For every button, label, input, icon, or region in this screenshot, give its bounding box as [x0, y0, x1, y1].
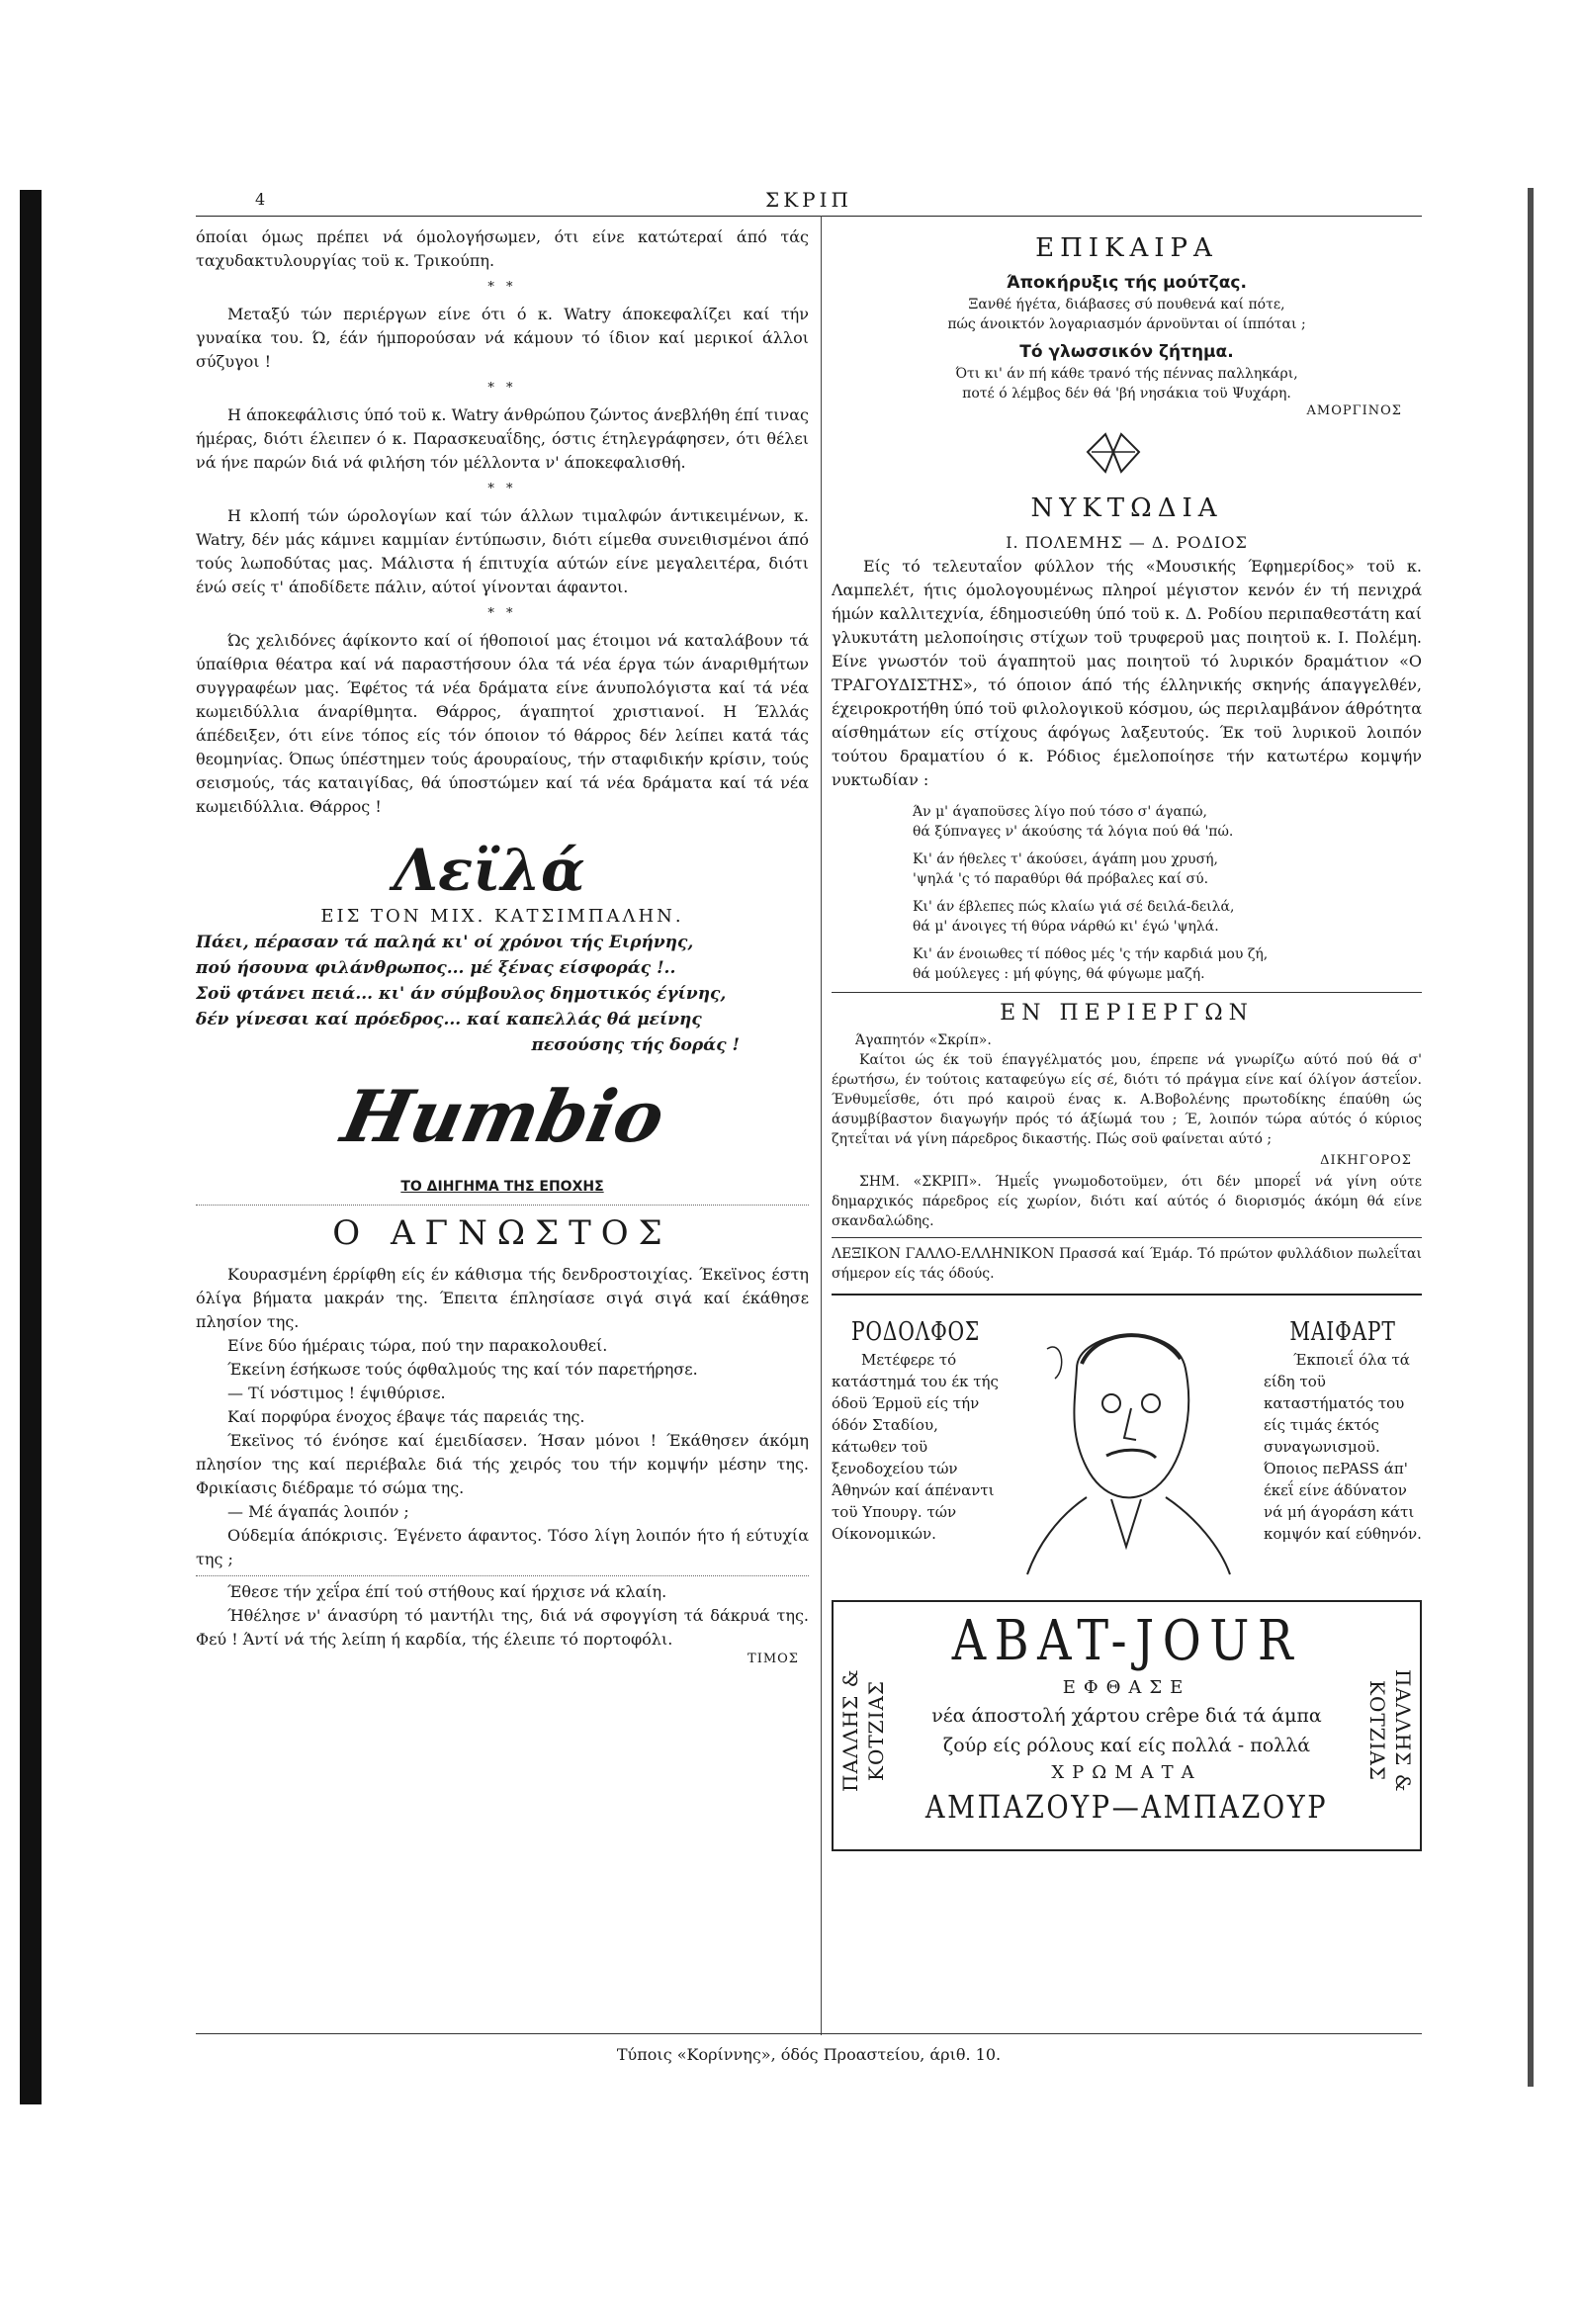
poem-line: πεσούσης τής δοράς !: [531, 1035, 740, 1055]
ad-right: [1264, 1315, 1422, 1545]
separator: * *: [487, 606, 517, 621]
verse-line: πώς άνοικτόν λογαριασμόν άρνοϋνται οί ίππόται ;: [947, 316, 1306, 332]
song-lyrics: [913, 802, 1422, 984]
story-title: Ο ΑΓΝΩΣΤΟΣ: [332, 1213, 672, 1253]
notice: ΛΕΞΙΚΟΝ ΓΑΛΛΟ-ΕΛΛΗΝΙΚΟΝ Πρασσά καί Έμάρ. Τό πρώτον φυλλάδιον πωλεΐται σήμερον είς τάς όδούς.: [832, 1246, 1422, 1282]
poem-line: Πάει, πέρασαν τά παληά κι' οί χρόνοι τής Ειρήνης,: [196, 933, 694, 952]
ad-title: ΜΑΙΦΑΡΤ: [1289, 1317, 1396, 1347]
lyric-line: Κι' άν ένοιωθες τί πόθος μές 'ς τήν καρδιά μου ζή,: [913, 946, 1269, 962]
paragraph: Μεταξύ τών περιέργων είνε ότι ό κ. Watry άποκεφαλίζει καί τήν γυναίκα του. Ώ, έάν ήμπορούσαν νά κάμουν τό ίδιον καί μερικοί άλλοι σύζυγοι !: [196, 305, 809, 371]
ad-center: [873, 1608, 1380, 1828]
ad-subheadline: ΕΦΘΑΣΕ: [1062, 1677, 1191, 1698]
ad-line: νέα άποστολή χάρτου crêpe διά τά άμπα: [931, 1705, 1322, 1727]
ad-title: ΡΟΔΟΛΦΟΣ: [850, 1317, 981, 1347]
ad-line: ζούρ είς ρόλους καί είς πολλά - πολλά: [942, 1735, 1311, 1756]
column-rule: [821, 216, 822, 2035]
stanza: [913, 802, 1422, 842]
letter-salutation: Άγαπητόν «Σκρίπ».: [855, 1032, 992, 1048]
story-paragraph: Έθεσε τήν χεΐρα έπί τού στήθους καί ήρχισε νά κλαίη.: [227, 1582, 667, 1601]
story-paragraph: — Τί νόστιμος ! έψιθύρισε.: [227, 1384, 446, 1402]
separator: * *: [487, 381, 517, 396]
signature: ΑΜΟΡΓΙΝΟΣ: [1306, 403, 1402, 418]
story-signature: ΤΙΜΟΣ: [747, 1652, 799, 1666]
paragraph: Ώς χελιδόνες άφίκοντο καί οί ήθοποιοί μας έτοιμοι νά καταλάβουν τά ύπαίθρια θέατρα καί νά παραστήσουν όλα τά νέα έργα τών άναριθμήτων συγγραφέων μας. Έφέτος τά νέα δράματα είνε άνυπολόγιστα καί τά νέα κωμειδύλλια άναρίθμητα. Θάρρος, άγαπητοί χριστιανοί. Η Έλλάς άπέδειξεν, ότι είνε τόπος είς τόν όποιον τό θάρρος δέν λείπει κατά τάς θεομηνίας. Όπως ύπέστημεν τούς άρουραίους, τήν σταφιδικήν κρίσιν, τούς σεισμούς, τάς καταιγίδας, θά ύποστώμεν καί τά νέα δράματα καί τά νέα κωμειδύλλια. Θάρρος !: [196, 631, 809, 816]
masthead: ΣΚΡΙΠ: [765, 188, 852, 212]
separator: * *: [487, 482, 517, 496]
story-paragraph: Έκείνη έσήκωσε τούς όφθαλμούς της καί τόν παρετήρησε.: [227, 1360, 698, 1379]
page-number: 4: [255, 190, 266, 209]
lyric-line: θά μούλεγες : μή φύγης, θά φύγωμε μαζή.: [913, 966, 1205, 982]
ad-side-text: ΠΑΛΛΗΣ & ΚΟΤΖΙΑΣ: [1365, 1668, 1415, 1793]
header-rule: [196, 216, 1422, 217]
paragraph: Η κλοπή τών ώρολογίων καί τών άλλων τιμαλφών άντικειμένων, κ. Watry, δέν μάς κάμνει καμμίαν έντύπωσιν, διότι είμεθα συνειθισμένοι άπό τούς λωποδύτας μας. Μάλιστα ή έπιτυχία αύτών είνε μεγαλειτέρα, διότι ένώ σείς τ' άποδίδετε πάλιν, αύτοί γίνονται άφαντοι.: [196, 506, 809, 596]
section-title-en-periergon: ΕΝ ΠΕΡΙΕΡΓΩΝ: [1000, 1001, 1254, 1026]
lyric-line: Άν μ' άγαποϋσες λίγο πού τόσο σ' άγαπώ,: [913, 804, 1207, 820]
verse-line: ποτέ ό λέμβος δέν θά 'βή νησάκια τοϋ Ψυχάρη.: [962, 386, 1291, 402]
story-paragraph: Κουρασμένη έρρίφθη είς έν κάθισμα τής δενδροστοιχίας. Έκεϊνος έστη όλίγα βήματα μακράν της. Έπειτα έπλησίασε σιγά σιγά καί έκάθησε πλησίον της.: [196, 1265, 809, 1331]
poem-line: πού ήσουνα φιλάνθρωπος... μέ ξένας είσφοράς !..: [196, 958, 676, 978]
advertisement-abat-jour: [832, 1600, 1422, 1851]
section-title-epikaira: ΕΠΙΚΑΙΡΑ: [1035, 233, 1218, 263]
stanza: [913, 849, 1422, 889]
subheading: Άποκήρυξις τής μούτζας.: [1007, 273, 1247, 293]
verse-line: Ότι κι' άν πή κάθε τρανό τής πέννας παλληκάρι,: [955, 366, 1298, 382]
ad-headline: ABAT-JOUR: [951, 1609, 1302, 1673]
left-column: [196, 225, 809, 2035]
stanza: [913, 944, 1422, 984]
right-column: [832, 225, 1422, 2035]
authors: Ι. ΠΟΛΕΜΗΣ — Δ. ΡΟΔΙΟΣ: [1006, 533, 1248, 552]
dedication: ΕΙΣ ΤΟΝ ΜΙΧ. ΚΑΤΣΙΜΠΑΛΗΝ.: [320, 906, 684, 927]
story-paragraph: Ήθέλησε ν' άνασύρη τό μαντήλι της, διά νά σφογγίση τά δάκρυά της. Φεύ ! Άντί νά τής λείπη ή καρδία, τής έλειπε τό πορτοφόλι.: [196, 1606, 809, 1649]
ad-left: [832, 1315, 1000, 1545]
ad-text: Έκποιεΐ όλα τά είδη τοϋ καταστήματός του είς τιμάς έκτός συναγωνισμοϋ. Όποιος πεPASS άπ' έκεΐ είνε άδύνατον νά μή άγοράση κάτι κομψόν καί εύθηνόν.: [1264, 1351, 1422, 1543]
scan-edge: [20, 190, 42, 2104]
newspaper-page: [196, 186, 1422, 2104]
paragraph: Η άποκεφάλισις ύπό τοϋ κ. Watry άνθρώπου ζώντος άνεβλήθη έπί τινας ήμέρας, διότι έλειπεν ό κ. Παρασκευαΐδης, όστις έτηλεγράφησεν, ότι θέλει νά ήνε παρών διά νά φιλήση τόν μέλλοντα ν' άποκεφαλισθή.: [196, 405, 809, 472]
verse-line: Ξανθέ ήγέτα, διάβασες σύ πουθενά καί πότε,: [968, 297, 1285, 313]
lyric-line: 'ψηλά 'ς τό παραθύρι θά πρόβαλες καί σύ.: [913, 871, 1209, 887]
divider: [196, 1575, 809, 1576]
story-paragraph: Είνε δύο ήμέραις τώρα, πού την παρακολουθεί.: [227, 1336, 608, 1355]
lyric-line: θά ξύπναγες ν' άκούσης τά λόγια πού θά 'πώ.: [913, 824, 1234, 840]
divider: [832, 992, 1422, 993]
signature-leila: Λεϊλά: [394, 837, 585, 904]
paragraph: Είς τό τελευταΐον φύλλον τής «Μουσικής Έφημερίδος» τοϋ κ. Λαμπελέτ, ήτις όμολογουμένως πληροί μέγιστον κενόν έν τή πενιχρά ήμών καλλιτεχνία, έδημοσιεύθη ύπό τοϋ κ. Δ. Ροδίου περιπαθεστάτη καί γλυκυτάτη μελοποίησις στίχων τοϋ τρυφεροϋ μας ποιητοϋ κ. Ι. Πολέμη. Είνε γνωστόν τοϋ άγαπητοϋ μας ποιητοϋ τό λυρικόν δραμάτιον «Ο ΤΡΑΓΟΥΔΙΣΤΗΣ», τό όποιον άπό τής έλληνικής σκηνής άπαγγελθέν, έχειροκροτήθη ύπό τοϋ φιλολογικοϋ κόσμου, ώς περιλαμβάνον άθρότητα αίσθημάτων είς στίχους άφόγως λαξευτούς. Έκ τοϋ λυρικοϋ λοιπόν τούτου δραματίου ό κ. Ρόδιος έμελοποίησε τήν κατωτέρω κομψήν νυκτωδίαν :: [832, 557, 1422, 789]
signature-humbio: Humbio: [335, 1074, 672, 1158]
story-paragraph: — Μέ άγαπάς λοιπόν ;: [227, 1502, 409, 1521]
letter-body: Καίτοι ώς έκ τοϋ έπαγγέλματός μου, έπρεπε νά γνωρίζω αύτό πού θά σ' έρωτήσω, έν τούτοις καταφεύγω είς σέ, διότι τό πράγμα είνε καί όλίγον άστεΐον. Ένθυμεΐσθε, ότι πρό καιροϋ ένας κ. Α.Βοβολένης πρωτοδίκης έπαύθη ώς άσυμβίβαστον διαγωγήν πρός τό άξίωμά του ; Έ, λοιπόν τώρα αύτός ό κύριος ζητεΐται νά γίνη πάρεδρος δικαστής. Πώς σοϋ φαίνεται αύτό ;: [832, 1052, 1422, 1147]
ad-text: Μετέφερε τό κατάστημά του έκ τής όδοϋ Έρμοϋ είς τήν όδόν Σταδίου, κάτωθεν τοϋ ξενοδοχείου τών Άθηνών καί άπέναντι τοϋ Υπουργ. τών Οίκονομικών.: [832, 1351, 999, 1543]
satirical-poem: [196, 930, 809, 1058]
divider: [832, 1237, 1422, 1238]
ad-side-text: ΠΑΛΛΗΣ & ΚΟΤΖΙΑΣ: [838, 1668, 888, 1793]
lyric-line: Κι' άν έβλεπες πώς κλαίω γιά σέ δειλά-δειλά,: [913, 899, 1235, 915]
caricature-portrait-icon: [1008, 1309, 1245, 1576]
story-paragraph: Έκεϊνος τό ένόησε καί έμειδίασεν. Ήσαν μόνοι ! Έκάθησεν άκόμη πλησίον της καί περιέβαλε διά τής χειρός του τήν κομψήν μέσην της. Φρικίασις διέδραμε τό σώμα της.: [196, 1431, 809, 1497]
editor-note: ΣΗΜ. «ΣΚΡΙΠ». Ήμεΐς γνωμοδοτοϋμεν, ότι δέν μπορεΐ νά γίνη ούτε δημαρχικός πάρεδρος είς χωρίον, διότι καί αύτός ό διορισμός άκόμη θά είνε σκανδαλώδης.: [832, 1174, 1422, 1229]
divider: [196, 1205, 809, 1206]
imprint: Τύποις «Κορίννης», όδός Προαστείου, άριθ. 10.: [616, 2045, 1002, 2064]
paragraph: όποίαι όμως πρέπει νά όμολογήσωμεν, ότι είνε κατώτεραί άπό τάς ταχυδακτυλουργίας τοϋ κ. Τρικούπη.: [196, 227, 809, 270]
subheading: Τό γλωσσικόν ζήτημα.: [1019, 342, 1234, 362]
ad-headline: ΑΜΠΑΖΟΥΡ—ΑΜΠΑΖΟΥΡ: [924, 1788, 1329, 1826]
signature: ΔΙΚΗΓΟΡΟΣ: [1320, 1153, 1412, 1168]
poem-line: Σοϋ φτάνει πειά... κι' άν σύμβουλος δημοτικός έγίνης,: [196, 984, 727, 1004]
story-paragraph: Καί πορφύρα ένοχος έβαψε τάς παρειάς της.: [227, 1407, 585, 1426]
advertisement-rodolfos-maifart: [832, 1294, 1422, 1592]
page-header: [196, 186, 1422, 216]
lyric-line: Κι' άν ήθελες τ' άκούσει, άγάπη μου χρυσή,: [913, 851, 1218, 867]
footer-rule: [196, 2033, 1422, 2034]
poem-line: δέν γίνεσαι καί πρόεδρος... καί καπελλάς θά μείνης: [196, 1010, 702, 1029]
verse: [832, 364, 1422, 403]
verse: [832, 295, 1422, 334]
section-tag: ΤΟ ΔΙΗΓΗΜΑ ΤΗΣ ΕΠΟΧΗΣ: [400, 1179, 604, 1195]
stanza: [913, 897, 1422, 937]
scan-edge-right: [1528, 188, 1534, 2087]
ad-subheadline: ΧΡΩΜΑΤΑ: [1051, 1762, 1202, 1783]
separator: * *: [487, 280, 517, 295]
ornament-icon: [1084, 428, 1143, 478]
section-title-nyktodia: ΝΥΚΤΩΔΙΑ: [1030, 493, 1223, 523]
story-paragraph: Ούδεμία άπόκρισις. Έγένετο άφαντος. Τόσο λίγη λοιπόν ήτο ή εύτυχία της ;: [196, 1526, 809, 1568]
lyric-line: θά μ' άνοιγες τή θύρα νάρθώ κι' έγώ 'ψηλά.: [913, 919, 1219, 935]
